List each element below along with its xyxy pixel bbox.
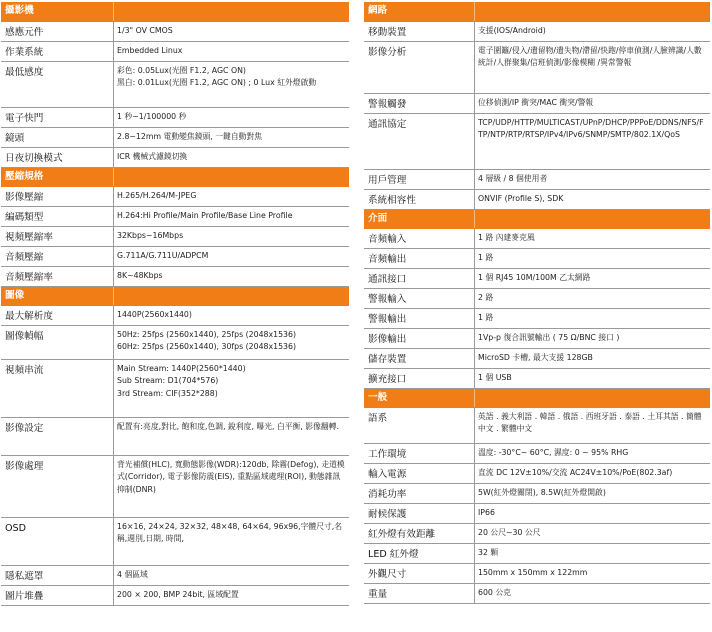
spec-value-line: 4 層級 / 8 個使用者 <box>478 173 548 183</box>
spec-value <box>475 523 711 543</box>
spec-label: 音頻壓縮率 <box>1 266 114 286</box>
spec-row <box>1 186 349 206</box>
spec-value <box>114 61 350 107</box>
spec-table-right <box>364 2 710 604</box>
spec-value-line: 2 路 <box>478 292 494 302</box>
spec-row <box>1 147 349 167</box>
spec-label: 編碼類型 <box>1 206 114 226</box>
spec-label: LED 紅外燈 <box>364 543 475 563</box>
spec-value-line: 20 公尺~30 公尺 <box>478 527 541 537</box>
spec-value <box>475 268 711 288</box>
spec-row <box>1 127 349 147</box>
spec-label: 警報輸出 <box>364 308 475 328</box>
spec-value-line: 1 個 USB <box>478 372 512 382</box>
spec-value <box>475 563 711 583</box>
section-title: 壓縮規格 <box>1 167 114 186</box>
spec-value <box>114 41 350 61</box>
spec-value <box>475 21 711 41</box>
spec-row <box>364 41 710 93</box>
spec-label: 紅外燈有效距離 <box>364 523 475 543</box>
spec-row <box>364 113 710 169</box>
spec-value <box>475 308 711 328</box>
spec-label: 作業系統 <box>1 41 114 61</box>
spec-label: 移動裝置 <box>364 21 475 41</box>
spec-row <box>1 585 349 605</box>
spec-value <box>475 463 711 483</box>
spec-value-line: 1 路 <box>478 312 494 322</box>
spec-value <box>114 147 350 167</box>
spec-label: 視頻壓縮率 <box>1 226 114 246</box>
spec-value <box>114 517 350 565</box>
spec-row <box>364 483 710 503</box>
spec-value-text: TCP/UDP/HTTP/MULTICAST/UPnP/DHCP/PPPoE/DDNS/NFS/FTP/NTP/RTP/RTSP/IPv4/IPv6/SNMP/SMTP/802.1X/QoS <box>478 117 704 140</box>
spec-row <box>364 268 710 288</box>
spec-row <box>1 107 349 127</box>
spec-label: 用戶管理 <box>364 169 475 189</box>
spec-value <box>114 226 350 246</box>
spec-table <box>1 2 349 606</box>
spec-label: 消耗功率 <box>364 483 475 503</box>
spec-value <box>475 228 711 248</box>
spec-label: 視頻串流 <box>1 359 114 417</box>
spec-label: 重量 <box>364 583 475 603</box>
spec-label: OSD <box>1 517 114 565</box>
spec-row <box>1 565 349 585</box>
spec-value <box>114 359 350 417</box>
spec-label: 系統相容性 <box>364 189 475 209</box>
spec-value-line: 150mm x 150mm x 122mm <box>478 567 588 577</box>
spec-value <box>475 543 711 563</box>
spec-row <box>364 463 710 483</box>
spec-value <box>114 266 350 286</box>
spec-row <box>1 246 349 266</box>
spec-row <box>364 248 710 268</box>
spec-label: 感應元件 <box>1 21 114 41</box>
spec-value <box>114 186 350 206</box>
spec-label: 語系 <box>364 407 475 443</box>
section-header-fill <box>475 2 711 21</box>
spec-table-left <box>1 2 349 606</box>
spec-row <box>364 189 710 209</box>
spec-label: 儲存裝置 <box>364 348 475 368</box>
spec-value-line: H.264:Hi Profile/Main Profile/Base Line Profile <box>117 210 293 220</box>
spec-value-line: 8K~48Kbps <box>117 270 163 280</box>
section-header <box>1 167 349 186</box>
section-header <box>364 209 710 228</box>
spec-label: 電子快門 <box>1 107 114 127</box>
spec-label: 影像處理 <box>1 455 114 517</box>
spec-label: 圖片堆疊 <box>1 585 114 605</box>
spec-value-line: 5W(紅外燈關閉), 8.5W(紅外燈開啟) <box>478 487 606 497</box>
spec-label: 影像分析 <box>364 41 475 93</box>
spec-value-line: IP66 <box>478 507 495 517</box>
spec-label: 圖像幀幅 <box>1 325 114 359</box>
spec-value-line: 32 顆 <box>478 547 499 557</box>
spec-label: 通訊協定 <box>364 113 475 169</box>
spec-value <box>475 348 711 368</box>
spec-value <box>475 189 711 209</box>
spec-row <box>364 368 710 388</box>
spec-value-line: 50Hz: 25fps (2560x1440), 25fps (2048x1536) <box>117 329 297 339</box>
spec-value <box>475 407 711 443</box>
spec-value-line: 1440P(2560x1440) <box>117 309 192 319</box>
spec-value <box>114 246 350 266</box>
spec-value <box>114 127 350 147</box>
spec-value-line: 3rd Stream: CIF(352*288) <box>117 388 218 398</box>
spec-value-line: Main Stream: 1440P(2560*1440) <box>117 363 246 373</box>
spec-value-line: 1/3" OV CMOS <box>117 25 173 35</box>
spec-value <box>114 325 350 359</box>
spec-row <box>1 455 349 517</box>
spec-row <box>364 523 710 543</box>
spec-value-line: 位移偵測/IP 衝突/MAC 衝突/警報 <box>478 97 594 107</box>
spec-value-line: 直流 DC 12V±10%/交流 AC24V±10%/PoE(802.3af) <box>478 467 673 477</box>
spec-value-line: 4 個區域 <box>117 569 148 579</box>
spec-row <box>364 563 710 583</box>
spec-value <box>114 206 350 226</box>
section-header <box>364 388 710 407</box>
spec-label: 工作環境 <box>364 443 475 463</box>
spec-value-line: 1Vp-p 復合訊號輸出 ( 75 Ω/BNC 接口 ) <box>478 332 620 342</box>
section-title: 網路 <box>364 2 475 21</box>
spec-value-line: 60Hz: 25fps (2560x1440), 30fps (2048x1536) <box>117 342 297 352</box>
spec-row <box>1 21 349 41</box>
spec-value-line: Embedded Linux <box>117 45 183 55</box>
spec-value-line: ICR 機械式濾鏡切換 <box>117 151 188 161</box>
spec-value-line: ONVIF (Profile S), SDK <box>478 193 564 203</box>
spec-label: 影像壓縮 <box>1 186 114 206</box>
spec-row <box>1 226 349 246</box>
spec-table <box>364 2 710 604</box>
spec-row <box>364 228 710 248</box>
spec-value <box>475 583 711 603</box>
spec-row <box>364 503 710 523</box>
section-title: 一般 <box>364 388 475 407</box>
spec-row <box>1 305 349 325</box>
spec-value-text: 電子圍籬/侵入/遺留物/遺失物/滯留/快跑/停車偵測/人臉辨識/人數統計/人群聚集/信班偵測/影像模糊 /異常警報 <box>478 45 702 68</box>
spec-row <box>1 417 349 455</box>
spec-value-line: H.265/H.264/M-JPEG <box>117 190 197 200</box>
spec-label: 最大解析度 <box>1 305 114 325</box>
spec-row <box>364 328 710 348</box>
section-header <box>1 2 349 21</box>
spec-value-line: 600 公克 <box>478 587 511 597</box>
spec-label: 最低感度 <box>1 61 114 107</box>
spec-value-line: 1 路 內建麥克風 <box>478 232 535 242</box>
spec-value <box>114 565 350 585</box>
spec-value <box>114 585 350 605</box>
section-title: 攝影機 <box>1 2 114 21</box>
spec-value-line: 1 秒~1/100000 秒 <box>117 111 187 121</box>
spec-label: 輸入電源 <box>364 463 475 483</box>
spec-value <box>475 248 711 268</box>
spec-value <box>475 328 711 348</box>
spec-label: 警報觸發 <box>364 93 475 113</box>
spec-value-text: 背光補償(HLC), 寬動態影像(WDR):120db, 除霧(Defog), 走道模式(Corridor), 電子影像防震(EIS), 重點區域處理(ROI), 動態雜訊抑制(DNR) <box>117 459 345 494</box>
spec-value <box>475 93 711 113</box>
section-title: 圖像 <box>1 286 114 305</box>
spec-value-line: G.711A/G.711U/ADPCM <box>117 250 209 260</box>
spec-row <box>1 41 349 61</box>
spec-value <box>114 455 350 517</box>
spec-value <box>475 41 711 93</box>
spec-value <box>475 503 711 523</box>
spec-row <box>364 93 710 113</box>
section-header <box>364 2 710 21</box>
spec-value-line: 32Kbps~16Mbps <box>117 230 184 240</box>
spec-value <box>475 443 711 463</box>
spec-row <box>364 407 710 443</box>
spec-label: 日夜切換模式 <box>1 147 114 167</box>
spec-label: 隱私遮罩 <box>1 565 114 585</box>
spec-value <box>114 21 350 41</box>
spec-row <box>364 21 710 41</box>
spec-value <box>475 368 711 388</box>
spec-value <box>475 113 711 169</box>
spec-value <box>114 107 350 127</box>
section-header-fill <box>114 167 350 186</box>
spec-value-line: 2.8~12mm 電動變焦鏡頭, 一鍵自動對焦 <box>117 131 263 141</box>
spec-label: 耐候保護 <box>364 503 475 523</box>
spec-row <box>1 61 349 107</box>
spec-value-text: 英語 . 義大利語 . 韓語 . 俄語 . 西班牙語 . 泰語 . 土耳其語 . 簡體中文 . 繁體中文 <box>478 411 702 434</box>
spec-row <box>1 517 349 565</box>
spec-value-line: MicroSD 卡槽, 最大支援 128GB <box>478 352 593 362</box>
spec-label: 通訊接口 <box>364 268 475 288</box>
spec-row <box>1 206 349 226</box>
spec-label: 音頻壓縮 <box>1 246 114 266</box>
spec-label: 外觀尺寸 <box>364 563 475 583</box>
spec-row <box>1 359 349 417</box>
spec-label: 音頻輸入 <box>364 228 475 248</box>
spec-label: 影像設定 <box>1 417 114 455</box>
spec-value-line: 溫度: -30°C~ 60°C, 濕度: 0 ~ 95% RHG <box>478 447 629 457</box>
spec-value-line: 1 個 RJ45 10M/100M 乙太網路 <box>478 272 591 282</box>
spec-row <box>364 443 710 463</box>
spec-row <box>1 325 349 359</box>
spec-label: 音頻輸出 <box>364 248 475 268</box>
spec-row <box>364 583 710 603</box>
spec-label: 擴充接口 <box>364 368 475 388</box>
section-title: 介面 <box>364 209 475 228</box>
spec-row <box>364 169 710 189</box>
section-header-fill <box>475 388 711 407</box>
spec-label: 影像輸出 <box>364 328 475 348</box>
spec-row <box>1 266 349 286</box>
section-header-fill <box>114 2 350 21</box>
spec-row <box>364 288 710 308</box>
spec-label: 警報輸入 <box>364 288 475 308</box>
section-header <box>1 286 349 305</box>
spec-row <box>364 348 710 368</box>
spec-value <box>475 288 711 308</box>
spec-label: 鏡頭 <box>1 127 114 147</box>
section-header-fill <box>114 286 350 305</box>
spec-value <box>114 417 350 455</box>
spec-value-line: Sub Stream: D1(704*576) <box>117 376 219 386</box>
spec-row <box>364 308 710 328</box>
spec-row <box>364 543 710 563</box>
spec-value-line: 支援(IOS/Android) <box>478 25 546 35</box>
spec-value-text: 配置有:亮度,對比, 飽和度,色調, 銳利度, 曝光, 白平衡, 影像翻轉. <box>117 421 339 431</box>
section-header-fill <box>475 209 711 228</box>
spec-value-line: 黑白: 0.01Lux(光圈 F1.2, AGC ON) ; 0 Lux 紅外燈啟動 <box>117 78 317 88</box>
spec-value-line: 彩色: 0.05Lux(光圈 F1.2, AGC ON) <box>117 65 246 75</box>
spec-value <box>114 305 350 325</box>
spec-value-line: 1 路 <box>478 252 494 262</box>
spec-value-line: 200 × 200, BMP 24bit, 區域配置 <box>117 589 239 599</box>
spec-value-text: 16×16, 24×24, 32×32, 48×48, 64×64, 96x96,字體尺寸,名稱,週別,日期, 時間, <box>117 521 343 544</box>
spec-value <box>475 483 711 503</box>
spec-value <box>475 169 711 189</box>
